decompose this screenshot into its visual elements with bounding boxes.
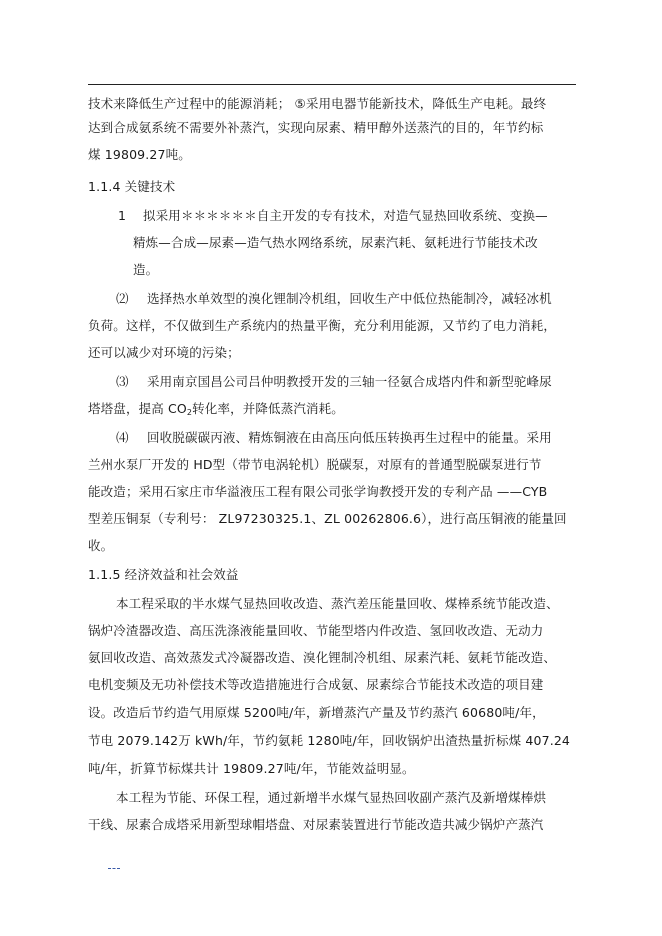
para-top-line-3: 煤 19809.27吨。 <box>88 147 191 162</box>
footer-mark <box>108 868 120 869</box>
para-115-1-line-6: 节电 2079.142万 kWh/年，节约氨耗 1280吨/年，回收锅炉出渣热量折标煤 407.24 <box>88 733 571 748</box>
item-3-marker: ⑶ <box>116 374 129 389</box>
para-115-1-line-3: 氨回收改造、高效蒸发式冷凝器改造、溴化锂制冷机组、尿素汽耗、氨耗节能改造、 <box>88 650 557 665</box>
para-top-line-1: 技术来降低生产过程中的能源消耗； ⑤采用电器节能新技术，降低生产电耗。最终 <box>88 96 547 111</box>
para-115-1-line-7: 吨/年，折算节标煤共计 19809.27吨/年，节能效益明显。 <box>88 761 415 776</box>
para-115-1-line-1: 本工程采取的半水煤气显热回收改造、蒸汽差压能量回收、煤棒系统节能改造、 <box>116 596 559 611</box>
item-3-line-1: 采用南京国昌公司吕仲明教授开发的三轴一径氨合成塔内件和新型驼峰尿 <box>147 374 552 389</box>
item-3-line-2 <box>88 401 344 421</box>
section-114-heading: 1.1.4 关键技术 <box>88 179 176 194</box>
item-4-line-5: 收。 <box>88 538 114 553</box>
item-1-line-3: 造。 <box>133 262 159 277</box>
item-3-line-2-rest: 转化率，并降低蒸汽消耗。 <box>192 401 344 416</box>
section-115-heading: 1.1.5 经济效益和社会效益 <box>88 567 239 582</box>
item-2-marker: ⑵ <box>116 291 129 306</box>
item-1-line-2: 精炼—合成—尿素—造气热水网络系统，尿素汽耗、氨耗进行节能技术改 <box>133 235 538 250</box>
para-115-2-line-2: 干线、尿素合成塔采用新型球帽塔盘、对尿素装置进行节能改造共减少锅炉产蒸汽 <box>88 817 544 832</box>
item-1-marker: 1 <box>118 208 127 223</box>
item-1-line-1: 拟采用＊＊＊＊＊＊自主开发的专有技术，对造气显热回收系统、变换— <box>143 208 548 223</box>
para-115-2-line-1: 本工程为节能、环保工程，通过新增半水煤气显热回收副产蒸汽及新增煤棒烘 <box>116 790 547 805</box>
item-4-line-1: 回收脱碳碳丙液、精炼铜液在由高压向低压转换再生过程中的能量。采用 <box>147 430 552 445</box>
item-2-line-1: 选择热水单效型的溴化锂制冷机组，回收生产中低位热能制冷，减轻冰机 <box>147 291 552 306</box>
para-top-line-2: 达到合成氨系统不需要外补蒸汽，实现向尿素、精甲醇外送蒸汽的目的，年节约标 <box>88 120 544 135</box>
item-4-line-2: 兰州水泵厂开发的 HD型（带节电涡轮机）脱碳泵，对原有的普通型脱碳泵进行节 <box>88 457 542 472</box>
para-115-1-line-2: 锅炉冷渣器改造、高压洗涤液能量回收、节能型塔内件改造、氢回收改造、无动力 <box>88 623 544 638</box>
item-2-line-3: 还可以减少对环境的污染； <box>88 345 240 360</box>
header-rule <box>88 84 576 85</box>
item-4-marker: ⑷ <box>116 430 129 445</box>
item-4-line-3: 能改造；采用石家庄市华溢液压工程有限公司张学询教授开发的专利产品 ——CYB <box>88 484 548 499</box>
item-3-line-2-text: 塔塔盘，提高 CO <box>88 401 187 416</box>
item-4-line-4: 型差压铜泵（专利号： ZL97230325.1、ZL 00262806.6），进行高压铜液的能量回 <box>88 511 567 526</box>
item-2-line-2: 负荷。这样，不仅做到生产系统内的热量平衡，充分利用能源，又节约了电力消耗， <box>88 318 557 333</box>
co2-subscript: 2 <box>186 408 193 417</box>
para-115-1-line-5: 设。改造后节约造气用原煤 5200吨/年，新增蒸汽产量及节约蒸汽 60680吨/年， <box>88 705 545 720</box>
para-115-1-line-4: 电机变频及无功补偿技术等改造措施进行合成氨、尿素综合节能技术改造的项目建 <box>88 677 544 692</box>
